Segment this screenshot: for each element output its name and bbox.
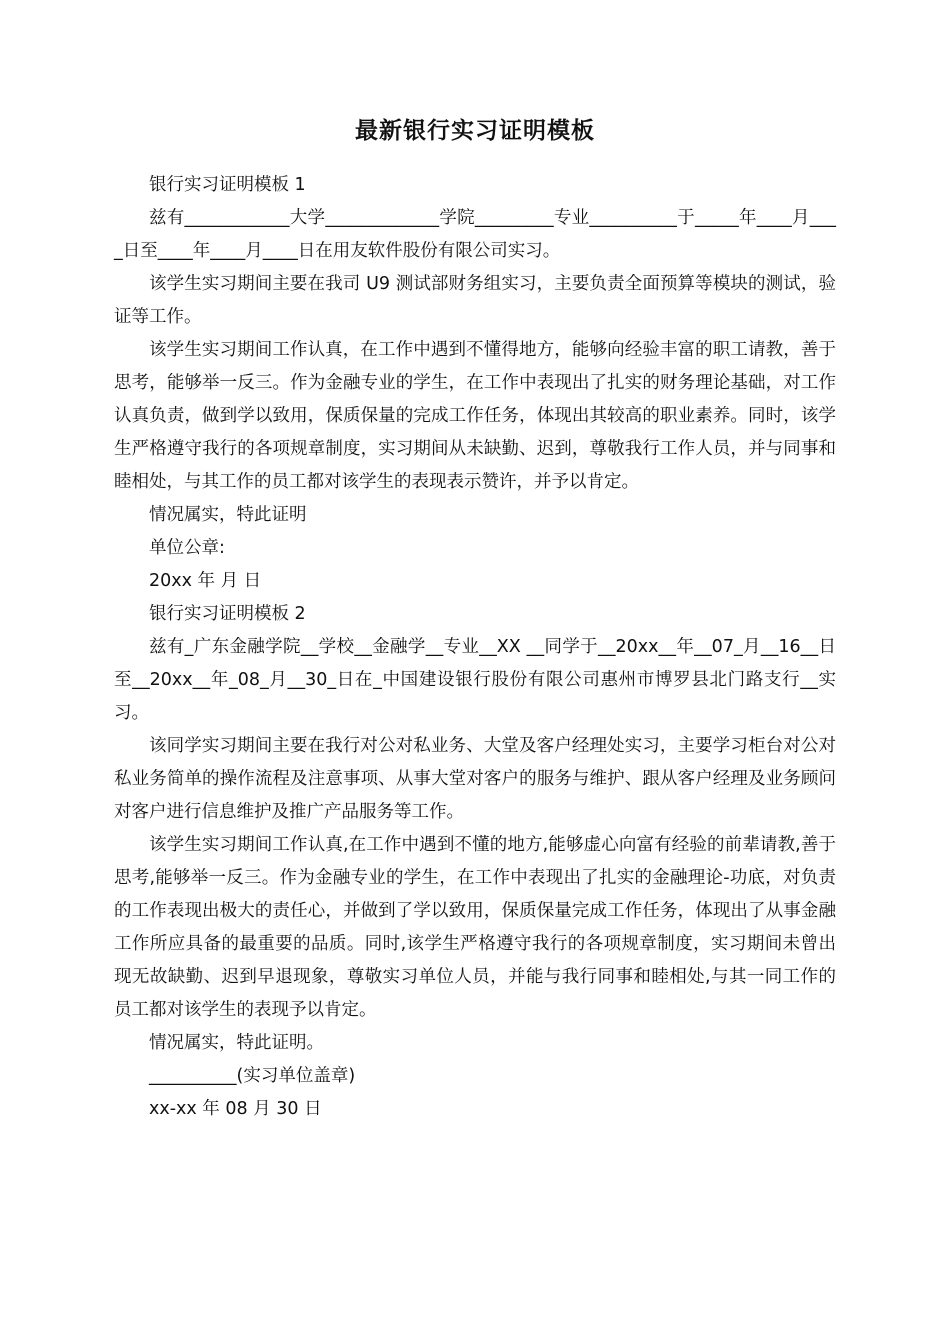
template-2-certification-line: 情况属实，特此证明。 (149, 1033, 324, 1053)
document-title: 最新银行实习证明模板 (355, 118, 595, 144)
template-1-certification-line: 情况属实，特此证明 (149, 505, 307, 525)
template-2-heading: 银行实习证明模板 2 (149, 604, 306, 624)
template-2-evaluation-paragraph: 该学生实习期间工作认真,在工作中遇到不懂的地方,能够虚心向富有经验的前辈请教,善于思考,能够举一反三。作为金融专业的学生，在工作中表现出了扎实的金融理论-功底，对负责的工作表现出极大的责任心，并做到了学以致用，保质保量完成工作任务，体现出了从事金融工作所应具备的最重要的品质。同时,该学生严格遵守我行的各项规章制度，实习期间未曾出现无故缺勤、迟到早退现象，尊敬实习单位人员，并能与我行同事和睦相处,与其一同工作的员工都对该学生的表现予以肯定。 (114, 835, 836, 1020)
template-1-heading: 银行实习证明模板 1 (149, 175, 306, 195)
template-1-intro-paragraph: 兹有____________大学_____________学院_________专业__________于_____年____月____日至____年____月____日在用友软件股份有限公司实习。 (114, 208, 836, 261)
template-1-duty-paragraph: 该学生实习期间主要在我司 U9 测试部财务组实习，主要负责全面预算等模块的测试，验证等工作。 (114, 274, 836, 327)
template-1-seal-line: 单位公章: (149, 538, 225, 558)
template-2-date-line: xx-xx 年 08 月 30 日 (149, 1099, 322, 1119)
template-2-duty-paragraph: 该同学实习期间主要在我行对公对私业务、大堂及客户经理处实习，主要学习柜台对公对私业务简单的操作流程及注意事项、从事大堂对客户的服务与维护、跟从客户经理及业务顾问对客户进行信息维护及推广产品服务等工作。 (114, 736, 836, 822)
template-1-evaluation-paragraph: 该学生实习期间工作认真，在工作中遇到不懂得地方，能够向经验丰富的职工请教，善于思考，能够举一反三。作为金融专业的学生，在工作中表现出了扎实的财务理论基础，对工作认真负责，做到学以致用，保质保量的完成工作任务，体现出其较高的职业素养。同时，该学生严格遵守我行的各项规章制度，实习期间从未缺勤、迟到，尊敬我行工作人员，并与同事和睦相处，与其工作的员工都对该学生的表现表示赞许，并予以肯定。 (114, 340, 836, 492)
template-2-seal-line: __________(实习单位盖章) (149, 1066, 356, 1086)
template-2-intro-paragraph: 兹有_广东金融学院__学校__金融学__专业__XX __同学于__20xx__年__07_月__16__日至__20xx__年_08_月__30_日在_中国建设银行股份有限公司惠州市博罗县北门路支行__实习。 (114, 637, 836, 723)
document-body (114, 169, 836, 1126)
template-1-date-line: 20xx 年 月 日 (149, 571, 262, 591)
